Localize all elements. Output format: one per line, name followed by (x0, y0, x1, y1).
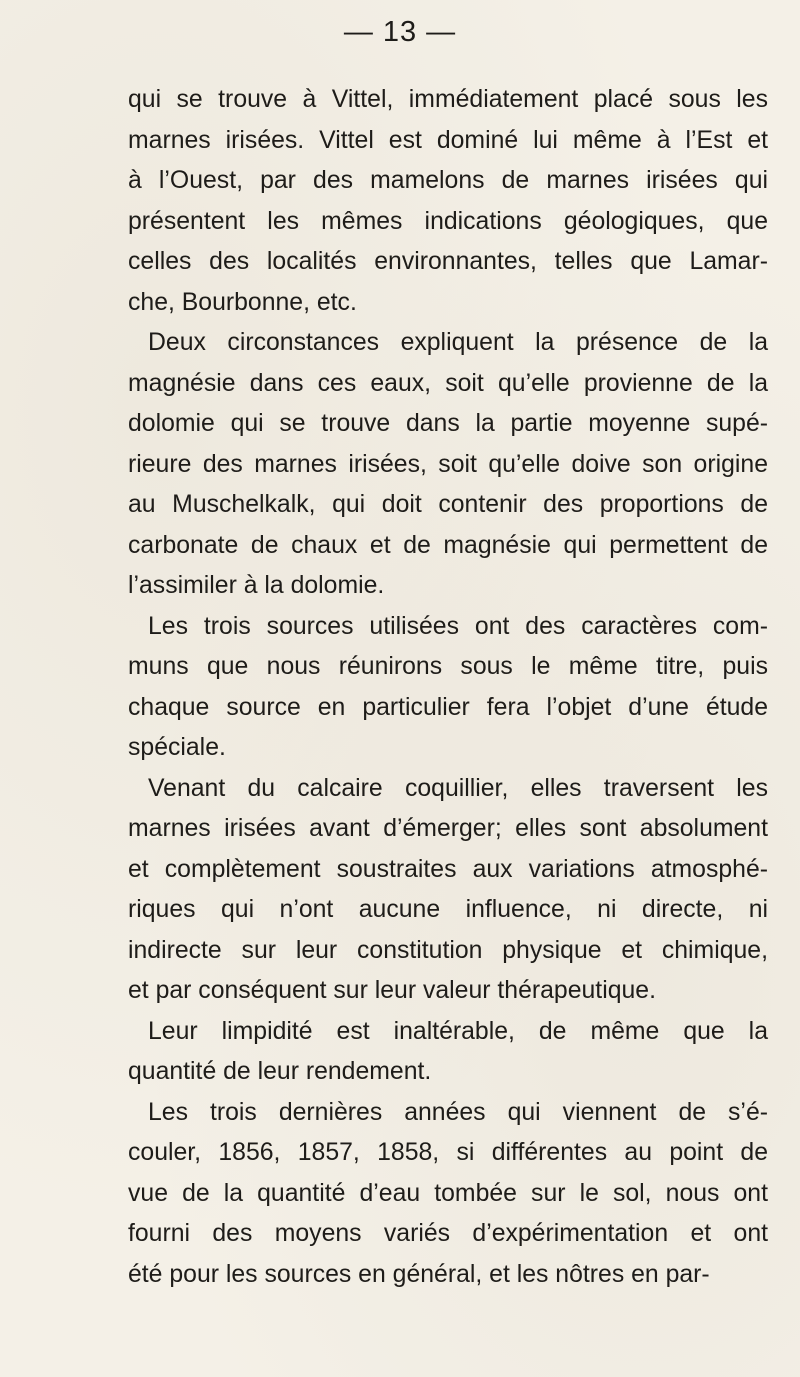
text-line: vue de la quantité d’eau tombée sur le sol, nous ont (128, 1179, 768, 1207)
text-line: à l’Ouest, par des mamelons de marnes irisées qui (128, 167, 768, 194)
text-line: marnes irisées. Vittel est dominé lui même à l’Est et (128, 126, 768, 154)
text-line: quantité de leur rendement. (128, 1058, 432, 1085)
text-line: indirecte sur leur constitution physique et chimique, (128, 936, 768, 964)
text-line: fourni des moyens variés d’expérimentation et ont (128, 1220, 768, 1247)
text-line: marnes irisées avant d’émerger; elles sont absolument (128, 815, 768, 842)
text-line: Venant du calcaire coquillier, elles traversent les (148, 774, 768, 802)
text-line: l’assimiler à la dolomie. (128, 572, 385, 599)
text-line: spéciale. (128, 734, 226, 761)
text-line: riques qui n’ont aucune influence, ni directe, ni (128, 896, 768, 923)
text-line: au Muschelkalk, qui doit contenir des proportions de (128, 491, 768, 518)
text-line: rieure des marnes irisées, soit qu’elle doive son origine (128, 450, 768, 478)
text-line: Les trois dernières années qui viennent de s’é- (148, 1098, 768, 1126)
text-line: dolomie qui se trouve dans la partie moyenne supé- (128, 410, 768, 437)
text-line: été pour les sources en général, et les nôtres en par- (128, 1260, 710, 1288)
text-line: qui se trouve à Vittel, immédiatement placé sous les (128, 86, 768, 113)
text-line: carbonate de chaux et de magnésie qui permettent de (128, 531, 768, 559)
body-text (128, 80, 768, 1295)
text-line: magnésie dans ces eaux, soit qu’elle provienne de la (128, 369, 768, 397)
page-number: — 13 — (343, 16, 457, 48)
text-line: che, Bourbonne, etc. (128, 288, 357, 316)
text-line: et complètement soustraites aux variations atmosphé- (128, 855, 768, 883)
text-line: Les trois sources utilisées ont des caractères com- (148, 612, 768, 640)
text-line: Leur limpidité est inaltérable, de même que la (148, 1017, 768, 1045)
text-line: présentent les mêmes indications géologiques, que (128, 207, 768, 235)
text-line: Deux circonstances expliquent la présence de la (148, 329, 768, 356)
text-line: couler, 1856, 1857, 1858, si différentes au point de (128, 1139, 768, 1166)
text-line: et par conséquent sur leur valeur thérapeutique. (128, 977, 656, 1004)
text-line: celles des localités environnantes, telles que Lamar- (128, 248, 768, 275)
text-line: chaque source en particulier fera l’objet d’une étude (128, 693, 768, 721)
text-line: muns que nous réunirons sous le même titre, puis (128, 653, 768, 680)
